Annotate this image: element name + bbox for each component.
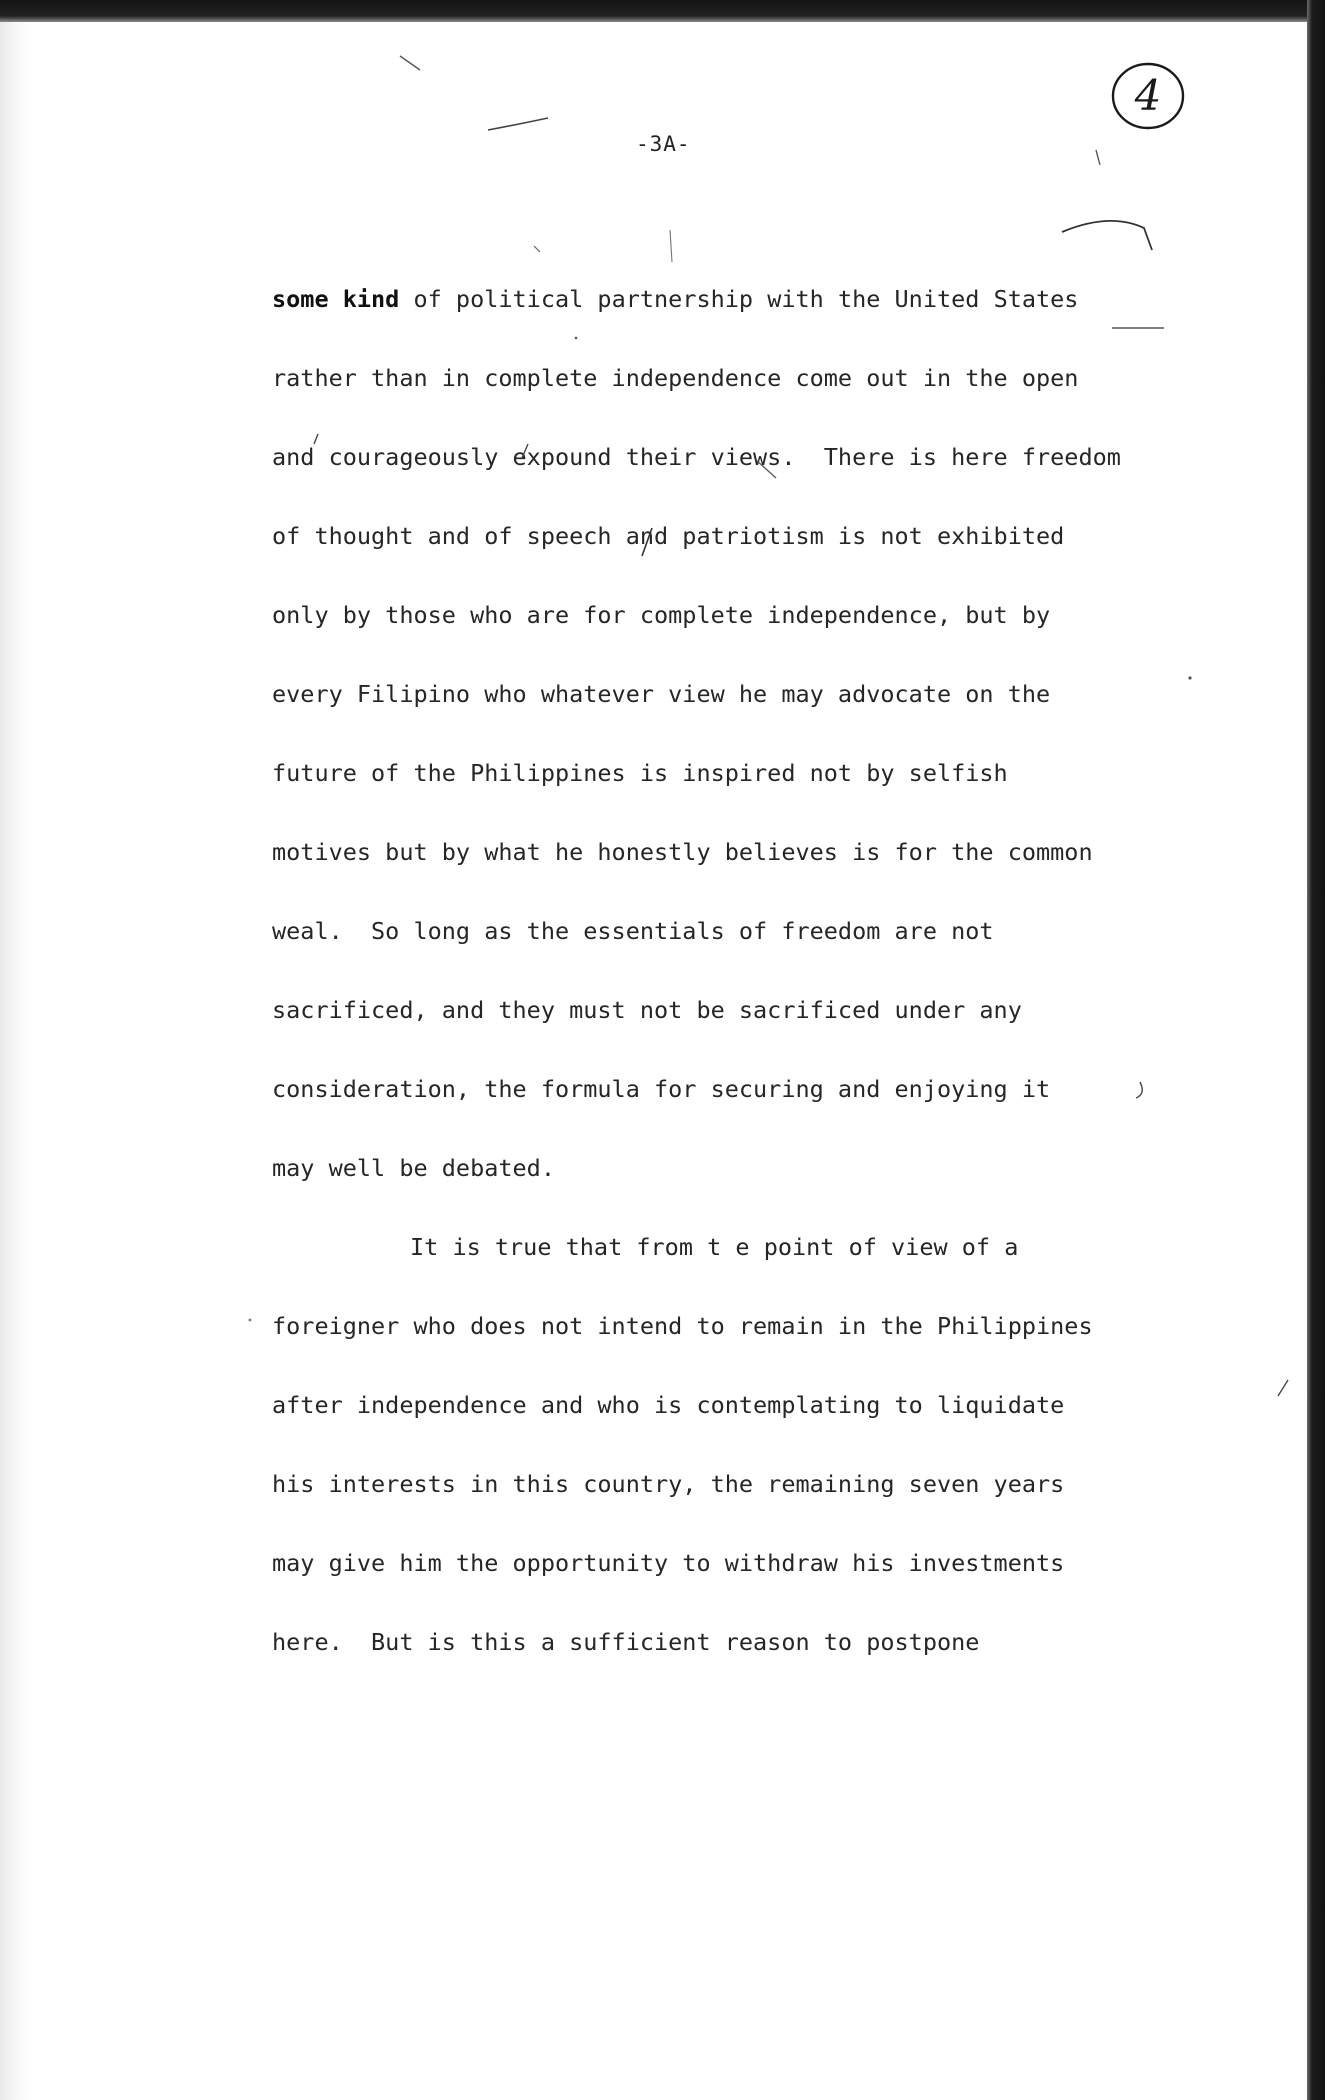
scanner-right-border: [1307, 0, 1325, 2100]
pencil-stroke: [1278, 1380, 1288, 1396]
pencil-stroke: [488, 118, 548, 130]
text-line: of thought and of speech and patriotism is not exhibited: [272, 522, 1065, 550]
text-line: his interests in this country, the remaining seven years: [272, 1470, 1065, 1498]
bold-lead-words: some kind: [272, 285, 400, 313]
text-line: here. But is this a sufficient reason to postpone: [272, 1628, 980, 1656]
text-line: only by those who are for complete independence, but by: [272, 601, 1051, 629]
page-left-edge: [0, 0, 30, 2100]
pencil-stroke: [1096, 150, 1100, 165]
handwritten-page-marker: [1108, 60, 1188, 132]
text-line: future of the Philippines is inspired not by selfish: [272, 759, 1008, 787]
scanner-top-border: [0, 0, 1325, 22]
pencil-stroke: [534, 246, 540, 252]
pencil-stroke: [670, 230, 672, 262]
text-line: may well be debated.: [272, 1154, 555, 1182]
pencil-stroke: [400, 56, 420, 70]
pencil-stroke: [1062, 221, 1152, 250]
text-line: consideration, the formula for securing and enjoying it: [272, 1075, 1051, 1103]
text-line: sacrificed, and they must not be sacrificed under any: [272, 996, 1022, 1024]
text-line: after independence and who is contemplating to liquidate: [272, 1391, 1065, 1419]
text-line: may give him the opportunity to withdraw his investments: [272, 1549, 1065, 1577]
pencil-dot: [249, 1319, 252, 1322]
first-line-rest: of political partnership with the United States: [399, 285, 1079, 313]
paragraph-start-line: It is true that from t e point of view of a: [410, 1233, 1019, 1261]
text-line: every Filipino who whatever view he may advocate on the: [272, 680, 1051, 708]
text-line: foreigner who does not intend to remain in the Philippines: [272, 1312, 1093, 1340]
page-marker-digit: 4: [1134, 71, 1162, 120]
text-line: weal. So long as the essentials of freedom are not: [272, 917, 994, 945]
page-number: -3A-: [636, 132, 691, 156]
typed-body-text: [272, 260, 1272, 1682]
text-line: and courageously expound their views. There is here freedom: [272, 443, 1121, 471]
text-line-1: [272, 260, 1272, 339]
text-line: motives but by what he honestly believes is for the common: [272, 838, 1093, 866]
text-line: rather than in complete independence come out in the open: [272, 364, 1079, 392]
